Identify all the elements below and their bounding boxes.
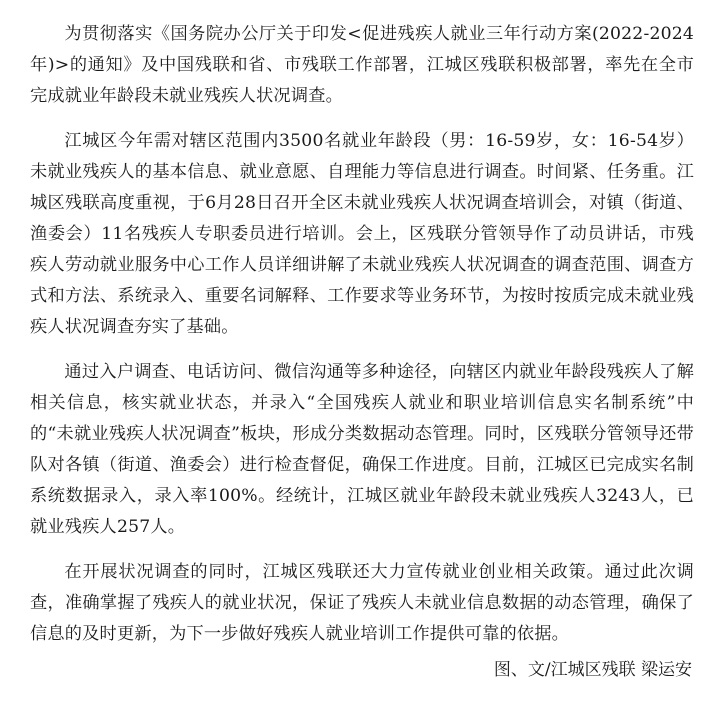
author-byline: 图、文/江城区残联 梁运安 bbox=[493, 660, 692, 680]
paragraph-intro: 为贯彻落实《国务院办公厅关于印发<促进残疾人就业三年行动方案(2022-2024年)>的通知》及中国残联和省、市残联工作部署，江城区残联积极部署，率先在全市完成就业年龄段未就业残疾人状况调查。 bbox=[30, 24, 694, 106]
paragraph-conclusion: 在开展状况调查的同时，江城区残联还大力宣传就业创业相关政策。通过此次调查，准确掌握了残疾人的就业状况，保证了残疾人未就业信息数据的动态管理，确保了信息的及时更新，为下一步做好残疾人就业培训工作提供可靠的依据。 bbox=[30, 562, 694, 644]
paragraph-training: 江城区今年需对辖区范围内3500名就业年龄段（男：16-59岁，女：16-54岁）未就业残疾人的基本信息、就业意愿、自理能力等信息进行调查。时间紧、任务重。江城区残联高度重视，于6月28日召开全区未就业残疾人状况调查培训会，对镇（街道、渔委会）11名残疾人专职委员进行培训。会上，区残联分管领导作了动员讲话，市残疾人劳动就业服务中心工作人员详细讲解了未就业残疾人状况调查的调查范围、调查方式和方法、系统录入、重要名词解释、工作要求等业务环节，为按时按质完成未就业残疾人状况调查夯实了基础。 bbox=[30, 131, 694, 337]
paragraph-survey-results: 通过入户调查、电话访问、微信沟通等多种途径，向辖区内就业年龄段残疾人了解相关信息，核实就业状态，并录入“全国残疾人就业和职业培训信息实名制系统”中的“未就业残疾人状况调查”板块，形成分类数据动态管理。同时，区残联分管领导还带队对各镇（街道、渔委会）进行检查督促，确保工作进度。目前，江城区已完成实名制系统数据录入，录入率100%。经统计，江城区就业年龄段未就业残疾人3243人，已就业残疾人257人。 bbox=[30, 362, 694, 537]
